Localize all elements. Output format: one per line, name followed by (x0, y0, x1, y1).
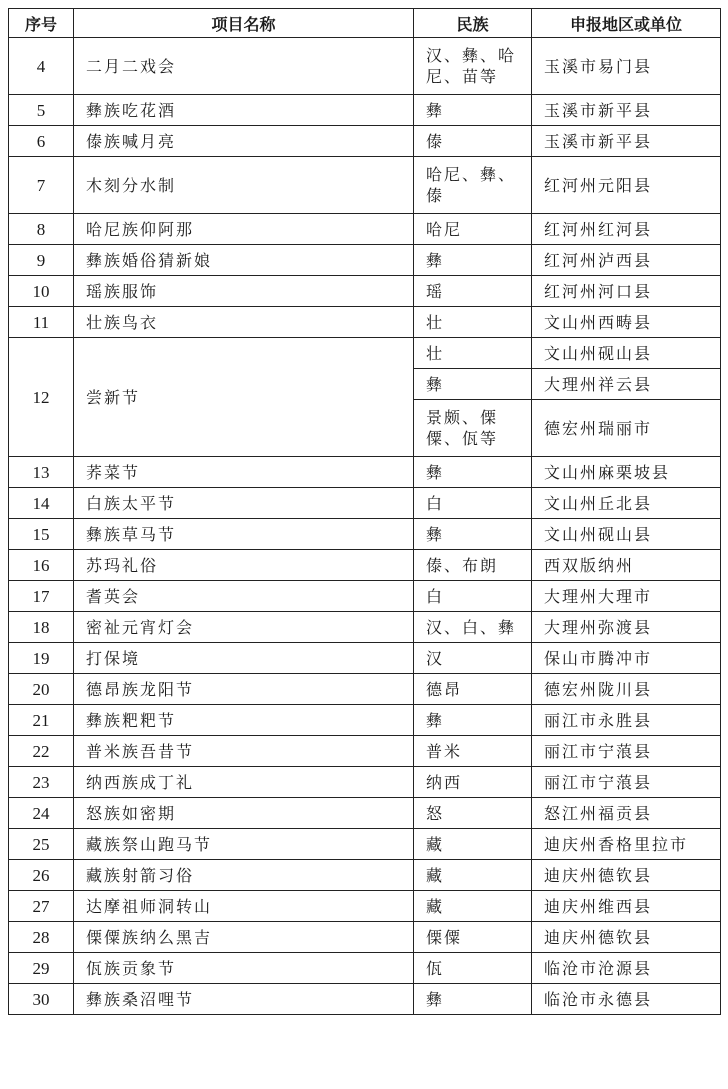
row-region: 玉溪市新平县 (532, 95, 721, 126)
row-region: 怒江州福贡县 (532, 798, 721, 829)
row-project-name: 达摩祖师洞转山 (74, 891, 414, 922)
row-project-name: 普米族吾昔节 (74, 736, 414, 767)
row-ethnicity: 藏 (414, 860, 532, 891)
table-row (9, 798, 721, 829)
row-ethnicity: 白 (414, 488, 532, 519)
row-project-name: 二月二戏会 (74, 38, 414, 95)
row-number: 6 (9, 126, 74, 157)
row-project-name: 白族太平节 (74, 488, 414, 519)
row-number: 23 (9, 767, 74, 798)
row-number: 11 (9, 307, 74, 338)
row-project-name: 苏玛礼俗 (74, 550, 414, 581)
row-region: 迪庆州德钦县 (532, 922, 721, 953)
row-project-name: 彝族吃花酒 (74, 95, 414, 126)
row-ethnicity: 壮 (414, 307, 532, 338)
row-ethnicity: 景颇、傈僳、佤等 (414, 400, 532, 457)
row-region: 西双版纳州 (532, 550, 721, 581)
header-row (9, 9, 721, 38)
row-ethnicity: 傣、布朗 (414, 550, 532, 581)
row-region: 文山州西畴县 (532, 307, 721, 338)
table-row (9, 214, 721, 245)
table-row (9, 984, 721, 1015)
row-region: 红河州泸西县 (532, 245, 721, 276)
row-region: 临沧市沧源县 (532, 953, 721, 984)
row-project-name: 德昂族龙阳节 (74, 674, 414, 705)
row-region: 大理州祥云县 (532, 369, 721, 400)
row-ethnicity: 壮 (414, 338, 532, 369)
table-body (9, 38, 721, 1015)
row-region: 红河州红河县 (532, 214, 721, 245)
row-number: 7 (9, 157, 74, 214)
row-project-name: 彝族婚俗猜新娘 (74, 245, 414, 276)
row-project-name: 藏族祭山跑马节 (74, 829, 414, 860)
row-region: 红河州元阳县 (532, 157, 721, 214)
row-number: 21 (9, 705, 74, 736)
table-row (9, 126, 721, 157)
row-ethnicity: 佤 (414, 953, 532, 984)
row-region: 文山州丘北县 (532, 488, 721, 519)
row-region: 临沧市永德县 (532, 984, 721, 1015)
row-ethnicity: 彝 (414, 457, 532, 488)
table-row (9, 643, 721, 674)
row-region: 迪庆州维西县 (532, 891, 721, 922)
row-number: 30 (9, 984, 74, 1015)
row-number: 4 (9, 38, 74, 95)
row-ethnicity: 彝 (414, 369, 532, 400)
table-row (9, 245, 721, 276)
row-ethnicity: 纳西 (414, 767, 532, 798)
row-project-name: 彝族草马节 (74, 519, 414, 550)
row-region: 德宏州陇川县 (532, 674, 721, 705)
row-number: 13 (9, 457, 74, 488)
table-row (9, 457, 721, 488)
row-region: 文山州麻栗坡县 (532, 457, 721, 488)
row-number: 20 (9, 674, 74, 705)
row-region: 玉溪市易门县 (532, 38, 721, 95)
row-project-name: 怒族如密期 (74, 798, 414, 829)
row-project-name: 彝族桑沼哩节 (74, 984, 414, 1015)
row-region: 迪庆州香格里拉市 (532, 829, 721, 860)
row-ethnicity: 汉 (414, 643, 532, 674)
row-number: 19 (9, 643, 74, 674)
table-row (9, 581, 721, 612)
table-row (9, 860, 721, 891)
row-number: 17 (9, 581, 74, 612)
table-row-group-12 (9, 338, 721, 369)
row-number: 12 (9, 338, 74, 457)
row-ethnicity: 哈尼、彝、傣 (414, 157, 532, 214)
row-project-name: 尝新节 (74, 338, 414, 457)
table-row (9, 519, 721, 550)
table-row (9, 674, 721, 705)
row-ethnicity: 德昂 (414, 674, 532, 705)
row-region: 迪庆州德钦县 (532, 860, 721, 891)
document-page (8, 8, 720, 1015)
row-ethnicity: 瑶 (414, 276, 532, 307)
row-project-name: 瑶族服饰 (74, 276, 414, 307)
table-row (9, 736, 721, 767)
row-number: 22 (9, 736, 74, 767)
row-ethnicity: 傈僳 (414, 922, 532, 953)
row-region: 丽江市宁蒗县 (532, 767, 721, 798)
row-ethnicity: 汉、白、彝 (414, 612, 532, 643)
row-region: 丽江市宁蒗县 (532, 736, 721, 767)
row-number: 26 (9, 860, 74, 891)
row-region: 文山州砚山县 (532, 338, 721, 369)
row-number: 9 (9, 245, 74, 276)
row-region: 文山州砚山县 (532, 519, 721, 550)
row-number: 27 (9, 891, 74, 922)
row-ethnicity: 彝 (414, 705, 532, 736)
row-project-name: 佤族贡象节 (74, 953, 414, 984)
table-row (9, 38, 721, 95)
row-number: 14 (9, 488, 74, 519)
table-row (9, 612, 721, 643)
table-row (9, 922, 721, 953)
row-region: 玉溪市新平县 (532, 126, 721, 157)
row-project-name: 壮族鸟衣 (74, 307, 414, 338)
table-row (9, 891, 721, 922)
row-number: 28 (9, 922, 74, 953)
row-ethnicity: 彝 (414, 245, 532, 276)
row-region: 大理州弥渡县 (532, 612, 721, 643)
row-project-name: 纳西族成丁礼 (74, 767, 414, 798)
table-row (9, 276, 721, 307)
table-row (9, 829, 721, 860)
row-number: 24 (9, 798, 74, 829)
row-project-name: 藏族射箭习俗 (74, 860, 414, 891)
row-ethnicity: 彝 (414, 95, 532, 126)
row-ethnicity: 哈尼 (414, 214, 532, 245)
row-number: 5 (9, 95, 74, 126)
row-project-name: 傣族喊月亮 (74, 126, 414, 157)
row-project-name: 傈僳族纳么黑吉 (74, 922, 414, 953)
row-ethnicity: 怒 (414, 798, 532, 829)
row-project-name: 彝族粑粑节 (74, 705, 414, 736)
row-project-name: 荞菜节 (74, 457, 414, 488)
header-region: 申报地区或单位 (532, 9, 721, 38)
row-ethnicity: 普米 (414, 736, 532, 767)
row-number: 29 (9, 953, 74, 984)
table-row (9, 157, 721, 214)
row-region: 丽江市永胜县 (532, 705, 721, 736)
row-project-name: 打保境 (74, 643, 414, 674)
row-region: 德宏州瑞丽市 (532, 400, 721, 457)
header-project-name: 项目名称 (74, 9, 414, 38)
row-project-name: 耆英会 (74, 581, 414, 612)
table-row (9, 488, 721, 519)
row-ethnicity: 傣 (414, 126, 532, 157)
header-ethnicity: 民族 (414, 9, 532, 38)
row-number: 18 (9, 612, 74, 643)
header-number: 序号 (9, 9, 74, 38)
row-ethnicity: 汉、彝、哈尼、苗等 (414, 38, 532, 95)
row-project-name: 密祉元宵灯会 (74, 612, 414, 643)
table-row (9, 307, 721, 338)
table-row (9, 767, 721, 798)
row-region: 保山市腾冲市 (532, 643, 721, 674)
row-number: 16 (9, 550, 74, 581)
table-row (9, 705, 721, 736)
row-ethnicity: 白 (414, 581, 532, 612)
table-row (9, 953, 721, 984)
row-ethnicity: 藏 (414, 891, 532, 922)
row-region: 大理州大理市 (532, 581, 721, 612)
row-number: 8 (9, 214, 74, 245)
row-number: 10 (9, 276, 74, 307)
row-number: 15 (9, 519, 74, 550)
row-region: 红河州河口县 (532, 276, 721, 307)
row-ethnicity: 彝 (414, 984, 532, 1015)
row-project-name: 木刻分水制 (74, 157, 414, 214)
table-row (9, 95, 721, 126)
row-number: 25 (9, 829, 74, 860)
row-ethnicity: 藏 (414, 829, 532, 860)
table-row (9, 550, 721, 581)
row-project-name: 哈尼族仰阿那 (74, 214, 414, 245)
heritage-table (8, 8, 721, 1015)
row-ethnicity: 彝 (414, 519, 532, 550)
